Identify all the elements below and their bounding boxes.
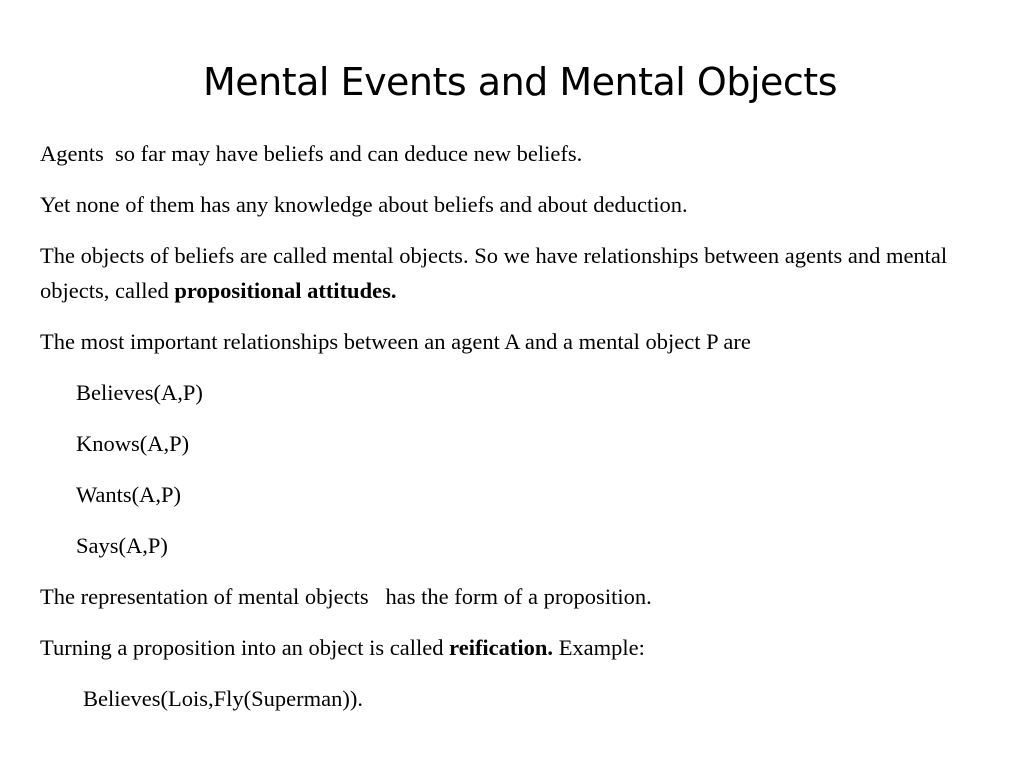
- paragraph-reification-example-label: Example:: [553, 635, 645, 660]
- paragraph-representation: The representation of mental objects has the form of a proposition.: [40, 584, 652, 609]
- paragraph-reification-text: Turning a proposition into an object is called: [40, 635, 450, 660]
- relation-says: Says(A,P): [76, 533, 168, 558]
- relation-knows: Knows(A,P): [76, 431, 190, 456]
- slide-body: [40, 136, 1000, 732]
- paragraph-reification: [40, 630, 1000, 665]
- paragraph-mental-objects-text: The objects of beliefs are called mental objects. So we have relationships between agents and mental objects, called: [40, 243, 953, 303]
- relation-wants: Wants(A,P): [76, 482, 182, 507]
- slide-title: Mental Events and Mental Objects: [202, 60, 837, 104]
- relation-believes: Believes(A,P): [76, 380, 203, 405]
- paragraph-knowledge: Yet none of them has any knowledge about beliefs and about deduction.: [40, 192, 688, 217]
- paragraph-mental-objects: [40, 238, 1000, 308]
- reification-term: reification.: [449, 635, 554, 660]
- paragraph-relationships: The most important relationships between an agent A and a mental object P are: [40, 329, 751, 354]
- example-expression: Believes(Lois,Fly(Superman)).: [83, 686, 363, 711]
- propositional-attitudes-term: propositional attitudes.: [174, 278, 397, 303]
- paragraph-agents: Agents so far may have beliefs and can deduce new beliefs.: [40, 141, 583, 166]
